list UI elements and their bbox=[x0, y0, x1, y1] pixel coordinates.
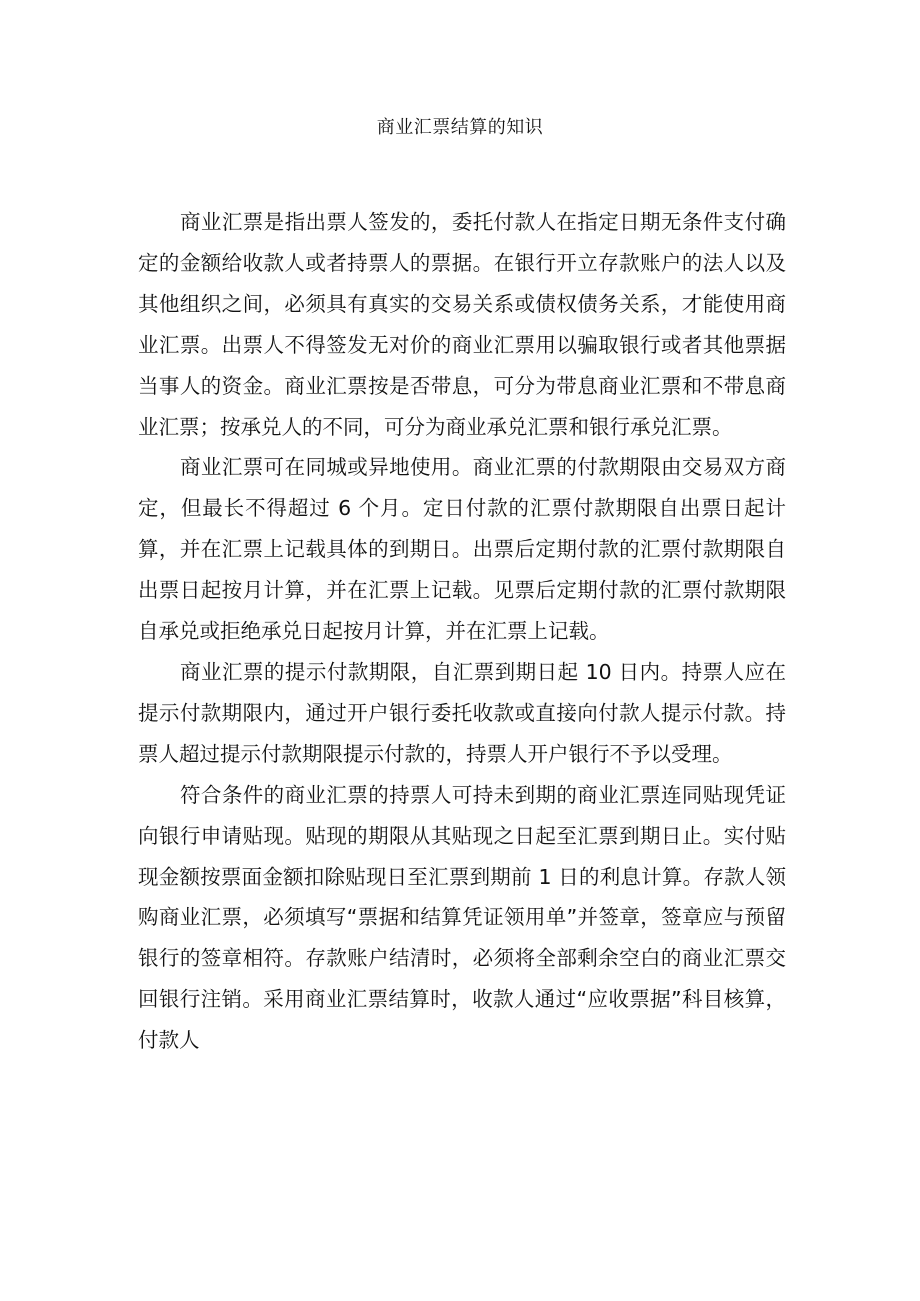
document-title: 商业汇票结算的知识 bbox=[376, 117, 544, 138]
document-body bbox=[138, 202, 786, 1061]
paragraph-3: 商业汇票的提示付款期限，自汇票到期日起 10 日内。持票人应在提示付款期限内，通过开户银行委托收款或直接向付款人提示付款。持票人超过提示付款期限提示付款的，持票人开户银行不予以受理。 bbox=[138, 659, 786, 766]
paragraph-1: 商业汇票是指出票人签发的，委托付款人在指定日期无条件支付确定的金额给收款人或者持票人的票据。在银行开立存款账户的法人以及其他组织之间，必须具有真实的交易关系或债权债务关系，才能使用商业汇票。出票人不得签发无对价的商业汇票用以骗取银行或者其他票据当事人的资金。商业汇票按是否带息，可分为带息商业汇票和不带息商业汇票；按承兑人的不同，可分为商业承兑汇票和银行承兑汇票。 bbox=[138, 210, 786, 439]
paragraph-2: 商业汇票可在同城或异地使用。商业汇票的付款期限由交易双方商定，但最长不得超过 6 个月。定日付款的汇票付款期限自出票日起计算，并在汇票上记载具体的到期日。出票后定期付款的汇票付款期限自出票日起按月计算，并在汇票上记载。见票后定期付款的汇票付款期限自承兑或拒绝承兑日起按月计算，并在汇票上记载。 bbox=[138, 455, 786, 644]
paragraph-4: 符合条件的商业汇票的持票人可持未到期的商业汇票连同贴现凭证向银行申请贴现。贴现的期限从其贴现之日起至汇票到期日止。实付贴现金额按票面金额扣除贴现日至汇票到期前 1 日的利息计算。存款人领购商业汇票，必须填写“票据和结算凭证领用单”并签章，签章应与预留银行的签章相符。存款账户结清时，必须将全部剩余空白的商业汇票交回银行注销。采用商业汇票结算时，收款人通过“应收票据”科目核算，付款人 bbox=[138, 782, 786, 1053]
